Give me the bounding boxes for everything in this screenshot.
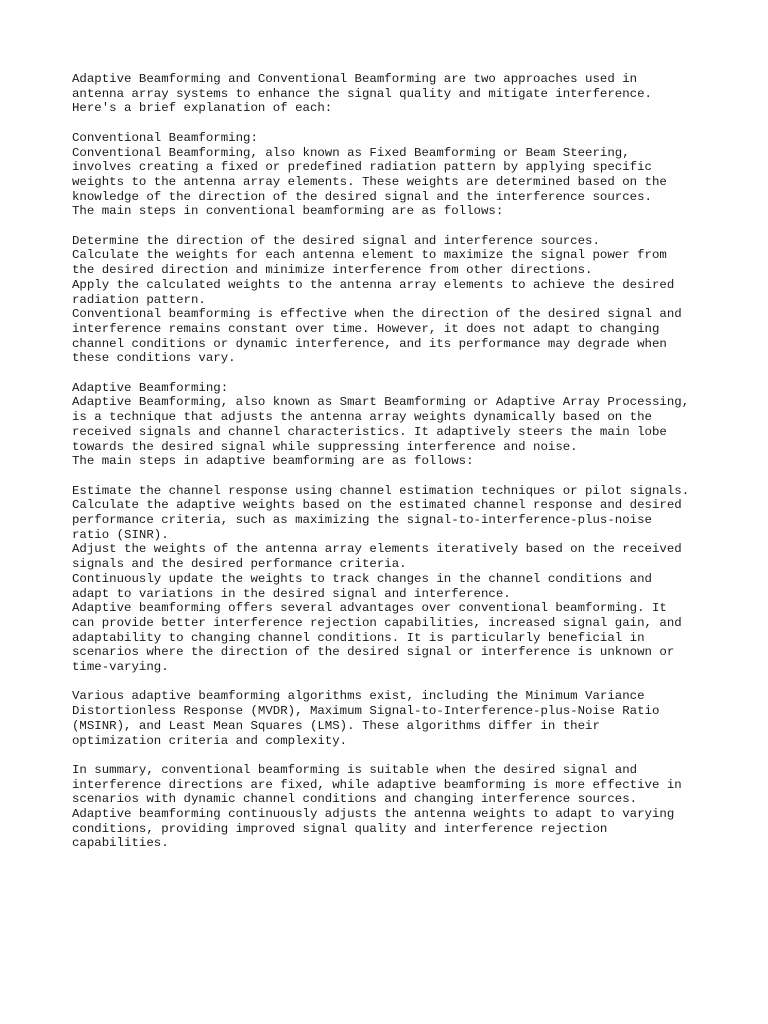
text-line: radiation pattern.: [72, 292, 206, 307]
text-line: received signals and channel characteristics. It adaptively steers the main lobe: [72, 424, 667, 439]
text-line: knowledge of the direction of the desired signal and the interference sources.: [72, 189, 652, 204]
text-line: adapt to variations in the desired signal and interference.: [72, 586, 511, 601]
text-line: Various adaptive beamforming algorithms exist, including the Minimum Variance: [72, 689, 645, 704]
paragraph: [72, 763, 722, 851]
text-line: Adaptive Beamforming and Conventional Beamforming are two approaches used in: [72, 72, 638, 86]
text-line: conditions, providing improved signal quality and interference rejection: [72, 821, 608, 836]
text-line: interference directions are fixed, while adaptive beamforming is more effective in: [72, 777, 682, 792]
text-line: the desired direction and minimize interference from other directions.: [72, 263, 593, 278]
text-line: these conditions vary.: [72, 351, 236, 366]
text-line: optimization criteria and complexity.: [72, 733, 348, 748]
text-line: The main steps in adaptive beamforming are as follows:: [72, 454, 474, 469]
paragraph: [72, 484, 722, 675]
text-line: scenarios where the direction of the desired signal or interference is unknown or: [72, 645, 675, 660]
text-line: Conventional Beamforming, also known as Fixed Beamforming or Beam Steering,: [72, 145, 630, 160]
text-line: signals and the desired performance criteria.: [72, 557, 407, 572]
text-line: Distortionless Response (MVDR), Maximum Signal-to-Interference-plus-Noise Ratio: [72, 704, 660, 719]
text-line: Here's a brief explanation of each:: [72, 101, 333, 116]
text-line: Estimate the channel response using channel estimation techniques or pilot signals.: [72, 483, 690, 498]
text-line: Adaptive Beamforming:: [72, 380, 229, 395]
paragraph: [72, 72, 722, 116]
text-line: time-varying.: [72, 660, 169, 675]
text-line: antenna array systems to enhance the signal quality and mitigate interference.: [72, 86, 652, 101]
text-line: towards the desired signal while suppressing interference and noise.: [72, 439, 578, 454]
text-line: Conventional beamforming is effective when the direction of the desired signal and: [72, 307, 682, 322]
text-line: interference remains constant over time. However, it does not adapt to changing: [72, 321, 660, 336]
text-line: channel conditions or dynamic interference, and its performance may degrade when: [72, 336, 667, 351]
paragraph: [72, 234, 722, 366]
text-line: can provide better interference rejection capabilities, increased signal gain, and: [72, 615, 682, 630]
text-line: capabilities.: [72, 836, 169, 851]
paragraph: [72, 131, 722, 219]
text-line: Adaptive beamforming offers several advantages over conventional beamforming. It: [72, 601, 667, 616]
text-line: ratio (SINR).: [72, 527, 169, 542]
text-line: Continuously update the weights to track changes in the channel conditions and: [72, 571, 652, 586]
text-line: scenarios with dynamic channel conditions and changing interference sources.: [72, 792, 638, 807]
paragraph: [72, 381, 722, 469]
text-line: Calculate the adaptive weights based on the estimated channel response and desired: [72, 498, 682, 513]
text-line: Adaptive Beamforming, also known as Smart Beamforming or Adaptive Array Processing,: [72, 395, 690, 410]
text-line: In summary, conventional beamforming is suitable when the desired signal and: [72, 762, 638, 777]
text-line: Calculate the weights for each antenna element to maximize the signal power from: [72, 248, 667, 263]
text-line: Conventional Beamforming:: [72, 130, 258, 145]
paragraph: [72, 689, 722, 748]
text-line: Determine the direction of the desired signal and interference sources.: [72, 233, 600, 248]
text-line: performance criteria, such as maximizing the signal-to-interference-plus-noise: [72, 513, 652, 528]
text-line: Adaptive beamforming continuously adjusts the antenna weights to adapt to varying: [72, 807, 675, 822]
document-page: [72, 72, 722, 866]
text-line: Apply the calculated weights to the antenna array elements to achieve the desired: [72, 277, 675, 292]
text-line: weights to the antenna array elements. These weights are determined based on the: [72, 174, 667, 189]
text-line: is a technique that adjusts the antenna array weights dynamically based on the: [72, 410, 652, 425]
text-line: (MSINR), and Least Mean Squares (LMS). These algorithms differ in their: [72, 718, 600, 733]
text-line: The main steps in conventional beamforming are as follows:: [72, 204, 504, 219]
text-line: involves creating a fixed or predefined radiation pattern by applying specific: [72, 160, 652, 175]
text-line: Adjust the weights of the antenna array elements iteratively based on the received: [72, 542, 682, 557]
text-line: adaptability to changing channel conditions. It is particularly beneficial in: [72, 630, 645, 645]
